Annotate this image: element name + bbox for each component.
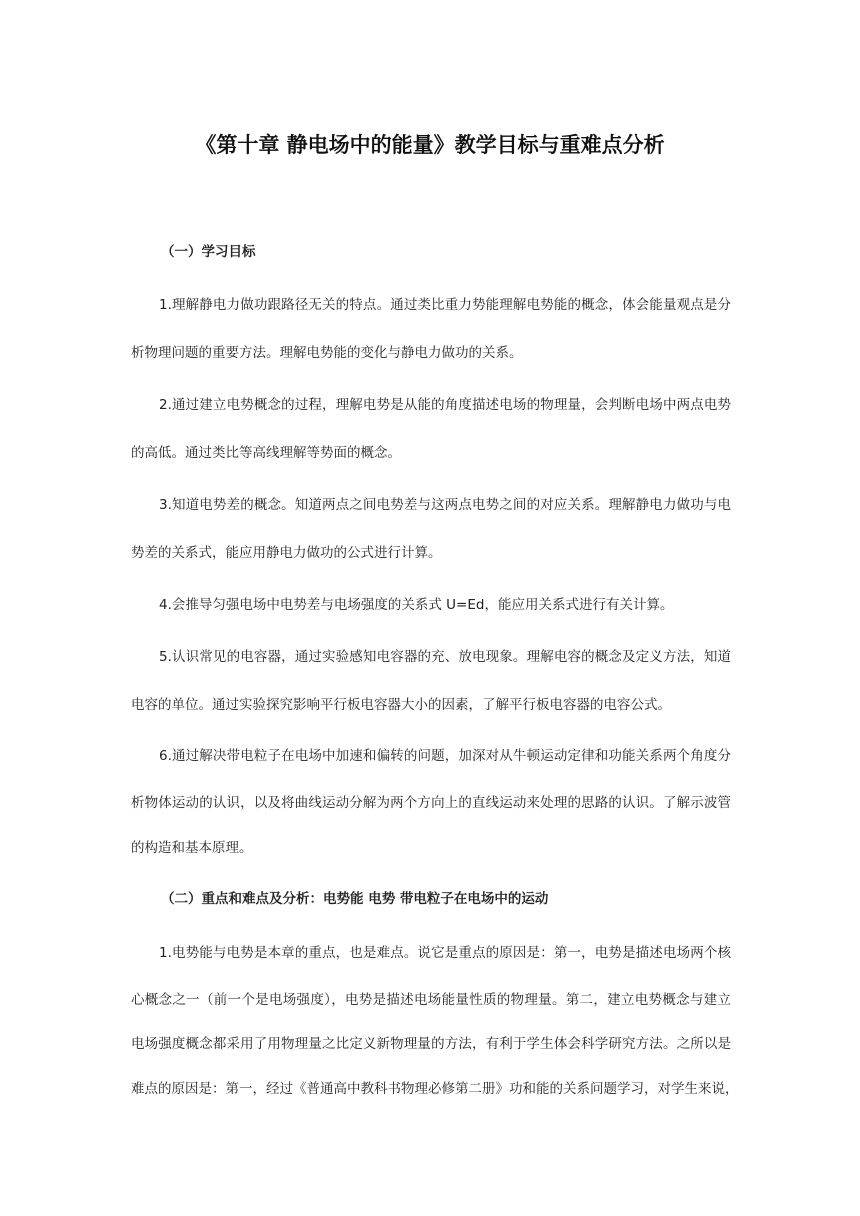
paragraph-line: 难点的原因是：第一，经过《普通高中教科书物理必修第二册》功和能的关系问题学习，对学生来说， [131, 1081, 739, 1097]
paragraph-line: 析物体运动的认识，以及将曲线运动分解为两个方向上的直线运动来处理的思路的认识。了解示波管 [131, 795, 731, 811]
paragraph-line: 1.电势能与电势是本章的重点，也是难点。说它是重点的原因是：第一，电势是描述电场两个核 [159, 945, 731, 961]
paragraph-line: 6.通过解决带电粒子在电场中加速和偏转的问题，加深对从牛顿运动定律和功能关系两个角度分 [159, 748, 731, 764]
paragraph-line: 1.理解静电力做功跟路径无关的特点。通过类比重力势能理解电势能的概念，体会能量观点是分 [159, 297, 731, 313]
paragraph-line: 心概念之一（前一个是电场强度），电势是描述电场能量性质的物理量。第二，建立电势概念与建立 [131, 992, 731, 1008]
paragraph-line: 的高低。通过类比等高线理解等势面的概念。 [131, 445, 401, 461]
section-heading-learning-goals: （一）学习目标 [161, 244, 256, 260]
paragraph-line: 势差的关系式，能应用静电力做功的公式进行计算。 [131, 545, 442, 561]
paragraph-line: 电容的单位。通过实验探究影响平行板电容器大小的因素，了解平行板电容器的电容公式。 [131, 697, 671, 713]
paragraph-line: 3.知道电势差的概念。知道两点之间电势差与这两点电势之间的对应关系。理解静电力做功与电 [159, 497, 731, 513]
paragraph-line: 4.会推导匀强电场中电势差与电场强度的关系式 U=Ed，能应用关系式进行有关计算。 [159, 597, 674, 613]
paragraph-line: 2.通过建立电势概念的过程，理解电势是从能的角度描述电场的物理量，会判断电场中两点电势 [159, 397, 731, 413]
section-heading-key-points: （二）重点和难点及分析：电势能 电势 带电粒子在电场中的运动 [161, 891, 549, 907]
paragraph-line: 的构造和基本原理。 [131, 840, 253, 856]
paragraph-line: 5.认识常见的电容器，通过实验感知电容器的充、放电现象。理解电容的概念及定义方法，知道 [159, 649, 731, 665]
paragraph-line: 析物理问题的重要方法。理解电势能的变化与静电力做功的关系。 [131, 345, 523, 361]
paragraph-line: 电场强度概念都采用了用物理量之比定义新物理量的方法，有利于学生体会科学研究方法。之所以是 [131, 1036, 731, 1052]
document-title: 《第十章 静电场中的能量》教学目标与重难点分析 [195, 133, 665, 157]
